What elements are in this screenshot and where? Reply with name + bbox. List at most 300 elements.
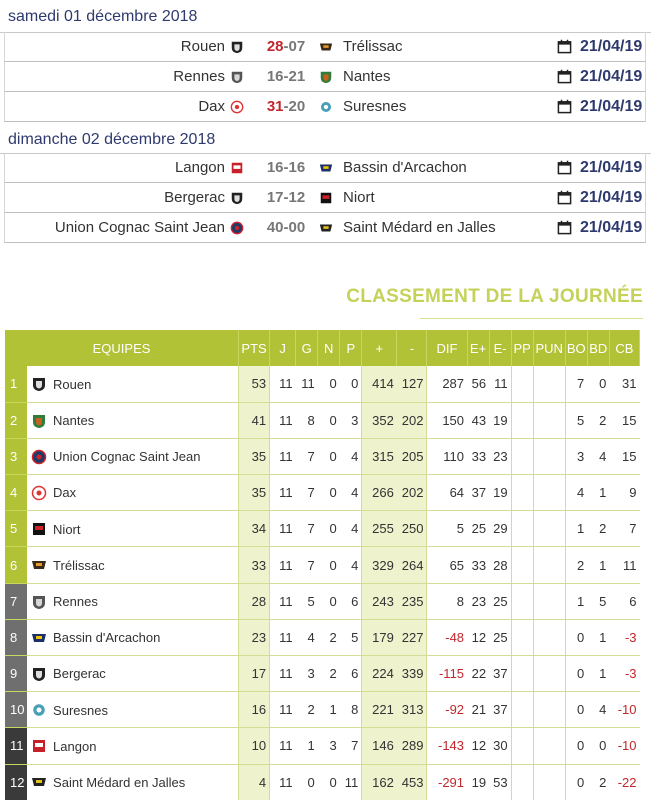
calendar-icon	[557, 220, 572, 235]
cell-bo: 0	[565, 728, 587, 764]
cell-pp	[511, 475, 533, 511]
table-row[interactable]	[5, 547, 640, 583]
team-cell[interactable]	[27, 656, 239, 692]
cell-ep: 33	[467, 547, 489, 583]
team-cell[interactable]	[27, 583, 239, 619]
match-date[interactable]: 21/04/19	[580, 159, 643, 176]
cell-cb: 7	[609, 511, 639, 547]
team-name: Suresnes	[53, 702, 108, 718]
away-score: 07	[288, 38, 306, 55]
cell-j: 11	[270, 402, 296, 438]
cell-bd: 1	[587, 475, 609, 511]
cell-pun	[533, 475, 565, 511]
match-date[interactable]: 21/04/19	[580, 219, 643, 236]
home-score: 16	[266, 159, 284, 176]
team-cell[interactable]	[27, 511, 239, 547]
match-row[interactable]	[4, 62, 646, 92]
match-row[interactable]	[4, 32, 646, 62]
cell-cb: 15	[609, 402, 639, 438]
cell-plus: 266	[362, 475, 397, 511]
ranking-title: CLASSEMENT DE LA JOURNÉE	[346, 286, 643, 307]
cell-g: 0	[296, 764, 318, 800]
cell-pp	[511, 438, 533, 474]
score-separator: -	[283, 189, 289, 206]
cell-pun	[533, 366, 565, 402]
cell-p: 7	[340, 728, 362, 764]
langon-logo-icon	[31, 738, 47, 754]
cell-cb: -10	[609, 728, 639, 764]
cell-cb: 31	[609, 366, 639, 402]
table-row[interactable]	[5, 475, 640, 511]
cell-em: 29	[489, 511, 511, 547]
match-row[interactable]	[4, 183, 646, 213]
cell-pp	[511, 366, 533, 402]
team-logo	[31, 557, 47, 573]
rank-cell: 9	[5, 656, 27, 692]
calendar-icon	[557, 190, 572, 205]
cell-dif: 287	[427, 366, 467, 402]
cell-bd: 1	[587, 547, 609, 583]
cell-bd: 1	[587, 619, 609, 655]
cell-ep: 21	[467, 692, 489, 728]
cell-pun	[533, 511, 565, 547]
cell-pp	[511, 402, 533, 438]
cell-pts: 23	[239, 619, 270, 655]
team-cell[interactable]	[27, 475, 239, 511]
team-name: Bassin d'Arcachon	[53, 630, 161, 646]
rank-cell: 10	[5, 692, 27, 728]
cell-n: 2	[318, 619, 340, 655]
cell-dif: 150	[427, 402, 467, 438]
cell-minus: 453	[397, 764, 427, 800]
cell-pun	[533, 764, 565, 800]
cell-p: 4	[340, 438, 362, 474]
cell-ep: 43	[467, 402, 489, 438]
cell-bo: 1	[565, 583, 587, 619]
score-separator: -	[283, 159, 289, 176]
rank-cell: 3	[5, 438, 27, 474]
cell-j: 11	[270, 692, 296, 728]
cell-pts: 4	[239, 764, 270, 800]
col-header-bo: BO	[565, 330, 587, 366]
team-name: Rennes	[53, 594, 98, 609]
col-header-n: N	[318, 330, 340, 366]
team-logo	[31, 630, 47, 646]
cell-n: 0	[318, 475, 340, 511]
cell-minus: 205	[397, 438, 427, 474]
cell-cb: -3	[609, 619, 639, 655]
cell-p: 6	[340, 583, 362, 619]
dax-logo-icon	[230, 100, 244, 114]
away-team[interactable]: Niort	[343, 189, 375, 206]
cell-bo: 7	[565, 366, 587, 402]
cell-p: 8	[340, 692, 362, 728]
rennes-logo-icon	[230, 70, 244, 84]
rouen-logo-icon	[31, 376, 47, 392]
col-header-equipes: EQUIPES	[5, 330, 239, 366]
cell-dif: -291	[427, 764, 467, 800]
col-header-pp: PP	[511, 330, 533, 366]
cell-plus: 352	[362, 402, 397, 438]
cell-em: 25	[489, 619, 511, 655]
team-name: Dax	[53, 485, 77, 501]
cell-cb: 9	[609, 475, 639, 511]
cell-g: 4	[296, 619, 318, 655]
col-header-eplus: E+	[467, 330, 489, 366]
cell-ep: 23	[467, 583, 489, 619]
cell-plus: 224	[362, 656, 397, 692]
cell-bd: 0	[587, 366, 609, 402]
away-team-logo	[319, 100, 333, 114]
cell-pun	[533, 583, 565, 619]
suresnes-logo-icon	[31, 702, 47, 718]
cell-pts: 53	[239, 366, 270, 402]
match-date[interactable]: 21/04/19	[580, 38, 643, 55]
cell-bo: 0	[565, 619, 587, 655]
rank-cell: 4	[5, 475, 27, 511]
cell-em: 37	[489, 656, 511, 692]
cell-pp	[511, 692, 533, 728]
home-team[interactable]: Union Cognac Saint Jean	[54, 219, 225, 236]
cell-n: 0	[318, 402, 340, 438]
table-row[interactable]	[5, 764, 640, 800]
home-score: 31	[266, 98, 284, 115]
cell-n: 0	[318, 511, 340, 547]
cell-pts: 33	[239, 547, 270, 583]
home-team[interactable]: Rennes	[173, 68, 225, 85]
cell-g: 3	[296, 656, 318, 692]
nantes-logo-icon	[31, 413, 47, 429]
team-logo	[31, 521, 47, 537]
cell-dif: 110	[427, 438, 467, 474]
match-row[interactable]	[4, 213, 646, 243]
col-header-g: G	[296, 330, 318, 366]
cell-dif: -143	[427, 728, 467, 764]
cell-n: 0	[318, 764, 340, 800]
cell-p: 4	[340, 547, 362, 583]
team-cell[interactable]	[27, 402, 239, 438]
cell-n: 0	[318, 366, 340, 402]
cell-ep: 12	[467, 619, 489, 655]
cell-j: 11	[270, 728, 296, 764]
cell-bd: 4	[587, 438, 609, 474]
cell-minus: 339	[397, 656, 427, 692]
cell-bo: 0	[565, 692, 587, 728]
team-logo	[31, 485, 47, 501]
trelissac-logo-icon	[319, 40, 333, 54]
cell-g: 11	[296, 366, 318, 402]
cell-pp	[511, 511, 533, 547]
cell-ep: 25	[467, 511, 489, 547]
cell-n: 1	[318, 692, 340, 728]
cell-bo: 2	[565, 547, 587, 583]
match-date[interactable]: 21/04/19	[580, 98, 643, 115]
home-team-logo	[230, 191, 244, 205]
cell-pun	[533, 692, 565, 728]
cell-pun	[533, 547, 565, 583]
home-score: 16	[266, 68, 284, 85]
calendar-icon	[557, 39, 572, 54]
cell-em: 23	[489, 438, 511, 474]
cell-dif: 5	[427, 511, 467, 547]
cell-g: 7	[296, 547, 318, 583]
suresnes-logo-icon	[319, 100, 333, 114]
away-team-logo	[319, 161, 333, 175]
away-team-logo	[319, 70, 333, 84]
cell-plus: 255	[362, 511, 397, 547]
cognac-logo-icon	[230, 221, 244, 235]
col-header-dif: DIF	[427, 330, 467, 366]
away-team[interactable]: Suresnes	[343, 98, 407, 115]
cell-bd: 0	[587, 728, 609, 764]
home-score: 17	[266, 189, 284, 206]
calendar-icon	[557, 99, 572, 114]
cell-pts: 16	[239, 692, 270, 728]
day-title: samedi 01 décembre 2018	[8, 8, 198, 25]
team-name: Niort	[53, 521, 81, 537]
cell-g: 5	[296, 583, 318, 619]
rank-cell: 1	[5, 366, 27, 402]
team-cell[interactable]	[27, 728, 239, 764]
cell-em: 28	[489, 547, 511, 583]
cell-p: 3	[340, 402, 362, 438]
team-cell[interactable]	[27, 619, 239, 655]
team-logo	[31, 449, 47, 465]
team-logo	[31, 774, 47, 790]
cell-minus: 289	[397, 728, 427, 764]
cell-pp	[511, 728, 533, 764]
cell-n: 0	[318, 583, 340, 619]
cell-plus: 146	[362, 728, 397, 764]
cell-minus: 227	[397, 619, 427, 655]
cell-em: 30	[489, 728, 511, 764]
team-cell[interactable]	[27, 547, 239, 583]
cell-pp	[511, 619, 533, 655]
home-team-logo	[230, 70, 244, 84]
cell-pts: 34	[239, 511, 270, 547]
cell-em: 25	[489, 583, 511, 619]
home-team[interactable]: Rouen	[180, 38, 225, 55]
niort-logo-icon	[31, 521, 47, 537]
cell-p: 0	[340, 366, 362, 402]
col-header-eminus: E-	[489, 330, 511, 366]
cell-minus: 202	[397, 402, 427, 438]
table-row[interactable]	[5, 511, 640, 547]
col-header-j: J	[270, 330, 296, 366]
match-score	[263, 153, 309, 183]
table-row[interactable]	[5, 583, 640, 619]
cell-pun	[533, 619, 565, 655]
cell-minus: 202	[397, 475, 427, 511]
cell-bd: 2	[587, 511, 609, 547]
cell-plus: 243	[362, 583, 397, 619]
away-team[interactable]: Trélissac	[343, 38, 403, 55]
cell-em: 11	[489, 366, 511, 402]
team-cell[interactable]	[27, 692, 239, 728]
away-team[interactable]: Bassin d'Arcachon	[343, 159, 467, 176]
score-separator: -	[283, 219, 289, 236]
cell-plus: 221	[362, 692, 397, 728]
home-score: 28	[266, 38, 284, 55]
cell-cb: -22	[609, 764, 639, 800]
away-score: 20	[288, 98, 306, 115]
cell-bo: 1	[565, 511, 587, 547]
cell-pp	[511, 547, 533, 583]
cell-g: 8	[296, 402, 318, 438]
cell-dif: 65	[427, 547, 467, 583]
cell-pun	[533, 656, 565, 692]
cell-bd: 5	[587, 583, 609, 619]
cell-g: 1	[296, 728, 318, 764]
team-cell[interactable]	[27, 438, 239, 474]
table-header	[5, 330, 640, 366]
team-name: Rouen	[53, 376, 92, 392]
cell-ep: 19	[467, 764, 489, 800]
table-row[interactable]	[5, 402, 640, 438]
cell-j: 11	[270, 583, 296, 619]
score-separator: -	[283, 38, 289, 55]
away-score: 00	[288, 219, 306, 236]
rennes-logo-icon	[31, 594, 47, 610]
table-row[interactable]	[5, 728, 640, 764]
home-team-logo	[230, 40, 244, 54]
away-score: 21	[288, 68, 306, 85]
cell-pts: 35	[239, 475, 270, 511]
cell-p: 11	[340, 764, 362, 800]
cell-ep: 56	[467, 366, 489, 402]
cell-ep: 22	[467, 656, 489, 692]
bergerac-logo-icon	[230, 191, 244, 205]
cell-cb: 15	[609, 438, 639, 474]
cell-bd: 2	[587, 402, 609, 438]
bergerac-logo-icon	[31, 666, 47, 682]
cell-em: 37	[489, 692, 511, 728]
cell-pts: 17	[239, 656, 270, 692]
team-logo	[31, 738, 47, 754]
nantes-logo-icon	[319, 70, 333, 84]
team-name: Nantes	[53, 413, 95, 429]
cell-j: 11	[270, 511, 296, 547]
trelissac-logo-icon	[31, 557, 47, 573]
team-name: Union Cognac Saint Jean	[53, 449, 201, 465]
away-team[interactable]: Nantes	[343, 68, 391, 85]
match-date[interactable]: 21/04/19	[580, 68, 643, 85]
cell-dif: -48	[427, 619, 467, 655]
cell-minus: 127	[397, 366, 427, 402]
match-row[interactable]	[4, 153, 646, 183]
cell-dif: 64	[427, 475, 467, 511]
cell-pp	[511, 656, 533, 692]
rank-cell: 7	[5, 583, 27, 619]
match-score	[263, 183, 309, 213]
rouen-logo-icon	[230, 40, 244, 54]
cell-dif: -92	[427, 692, 467, 728]
cell-p: 4	[340, 511, 362, 547]
cell-p: 5	[340, 619, 362, 655]
cell-p: 6	[340, 656, 362, 692]
cell-g: 7	[296, 511, 318, 547]
calendar-icon	[557, 69, 572, 84]
home-team-logo	[230, 161, 244, 175]
away-team[interactable]: Saint Médard en Jalles	[343, 219, 496, 236]
cell-ep: 12	[467, 728, 489, 764]
stmedard-logo-icon	[31, 774, 47, 790]
cell-em: 19	[489, 402, 511, 438]
cell-bd: 2	[587, 764, 609, 800]
team-name: Langon	[53, 738, 97, 754]
ranking-table	[5, 330, 640, 800]
cell-pun	[533, 402, 565, 438]
table-row[interactable]	[5, 656, 640, 692]
home-team-logo	[230, 221, 244, 235]
cell-cb: 11	[609, 547, 639, 583]
home-score: 40	[266, 219, 284, 236]
cell-plus: 179	[362, 619, 397, 655]
cell-minus: 250	[397, 511, 427, 547]
cell-bo: 4	[565, 475, 587, 511]
cognac-logo-icon	[31, 449, 47, 465]
col-header-pun: PUN	[533, 330, 565, 366]
team-name: Bergerac	[53, 666, 106, 682]
cell-pts: 28	[239, 583, 270, 619]
match-score	[263, 92, 309, 122]
cell-j: 11	[270, 764, 296, 800]
cell-g: 7	[296, 438, 318, 474]
cell-j: 11	[270, 438, 296, 474]
arcachon-logo-icon	[319, 161, 333, 175]
cell-pp	[511, 764, 533, 800]
away-team-logo	[319, 221, 333, 235]
col-header-plus: +	[362, 330, 397, 366]
cell-plus: 315	[362, 438, 397, 474]
cell-j: 11	[270, 475, 296, 511]
day-title: dimanche 02 décembre 2018	[8, 131, 216, 148]
home-team[interactable]: Bergerac	[164, 189, 225, 206]
team-name: Saint Médard en Jalles	[53, 774, 186, 790]
team-name: Trélissac	[53, 557, 105, 573]
team-cell[interactable]	[27, 764, 239, 800]
cell-minus: 264	[397, 547, 427, 583]
team-logo	[31, 702, 47, 718]
cell-pun	[533, 728, 565, 764]
rank-cell: 11	[5, 728, 27, 764]
match-date[interactable]: 21/04/19	[580, 189, 643, 206]
score-separator: -	[283, 68, 289, 85]
match-score	[263, 62, 309, 92]
score-separator: -	[283, 98, 289, 115]
match-score	[263, 32, 309, 62]
cell-pun	[533, 438, 565, 474]
table-row[interactable]	[5, 619, 640, 655]
away-score: 16	[288, 159, 306, 176]
home-team[interactable]: Langon	[174, 159, 225, 176]
team-logo	[31, 376, 47, 392]
team-logo	[31, 666, 47, 682]
cell-bo: 0	[565, 764, 587, 800]
home-team[interactable]: Dax	[198, 98, 225, 115]
calendar-icon	[557, 160, 572, 175]
cell-pp	[511, 583, 533, 619]
cell-n: 3	[318, 728, 340, 764]
table-row[interactable]	[5, 692, 640, 728]
table-row[interactable]	[5, 366, 640, 402]
team-cell[interactable]	[27, 366, 239, 402]
match-row[interactable]	[4, 92, 646, 122]
table-row[interactable]	[5, 438, 640, 474]
cell-ep: 37	[467, 475, 489, 511]
col-header-cb: CB	[609, 330, 639, 366]
stmedard-logo-icon	[319, 221, 333, 235]
